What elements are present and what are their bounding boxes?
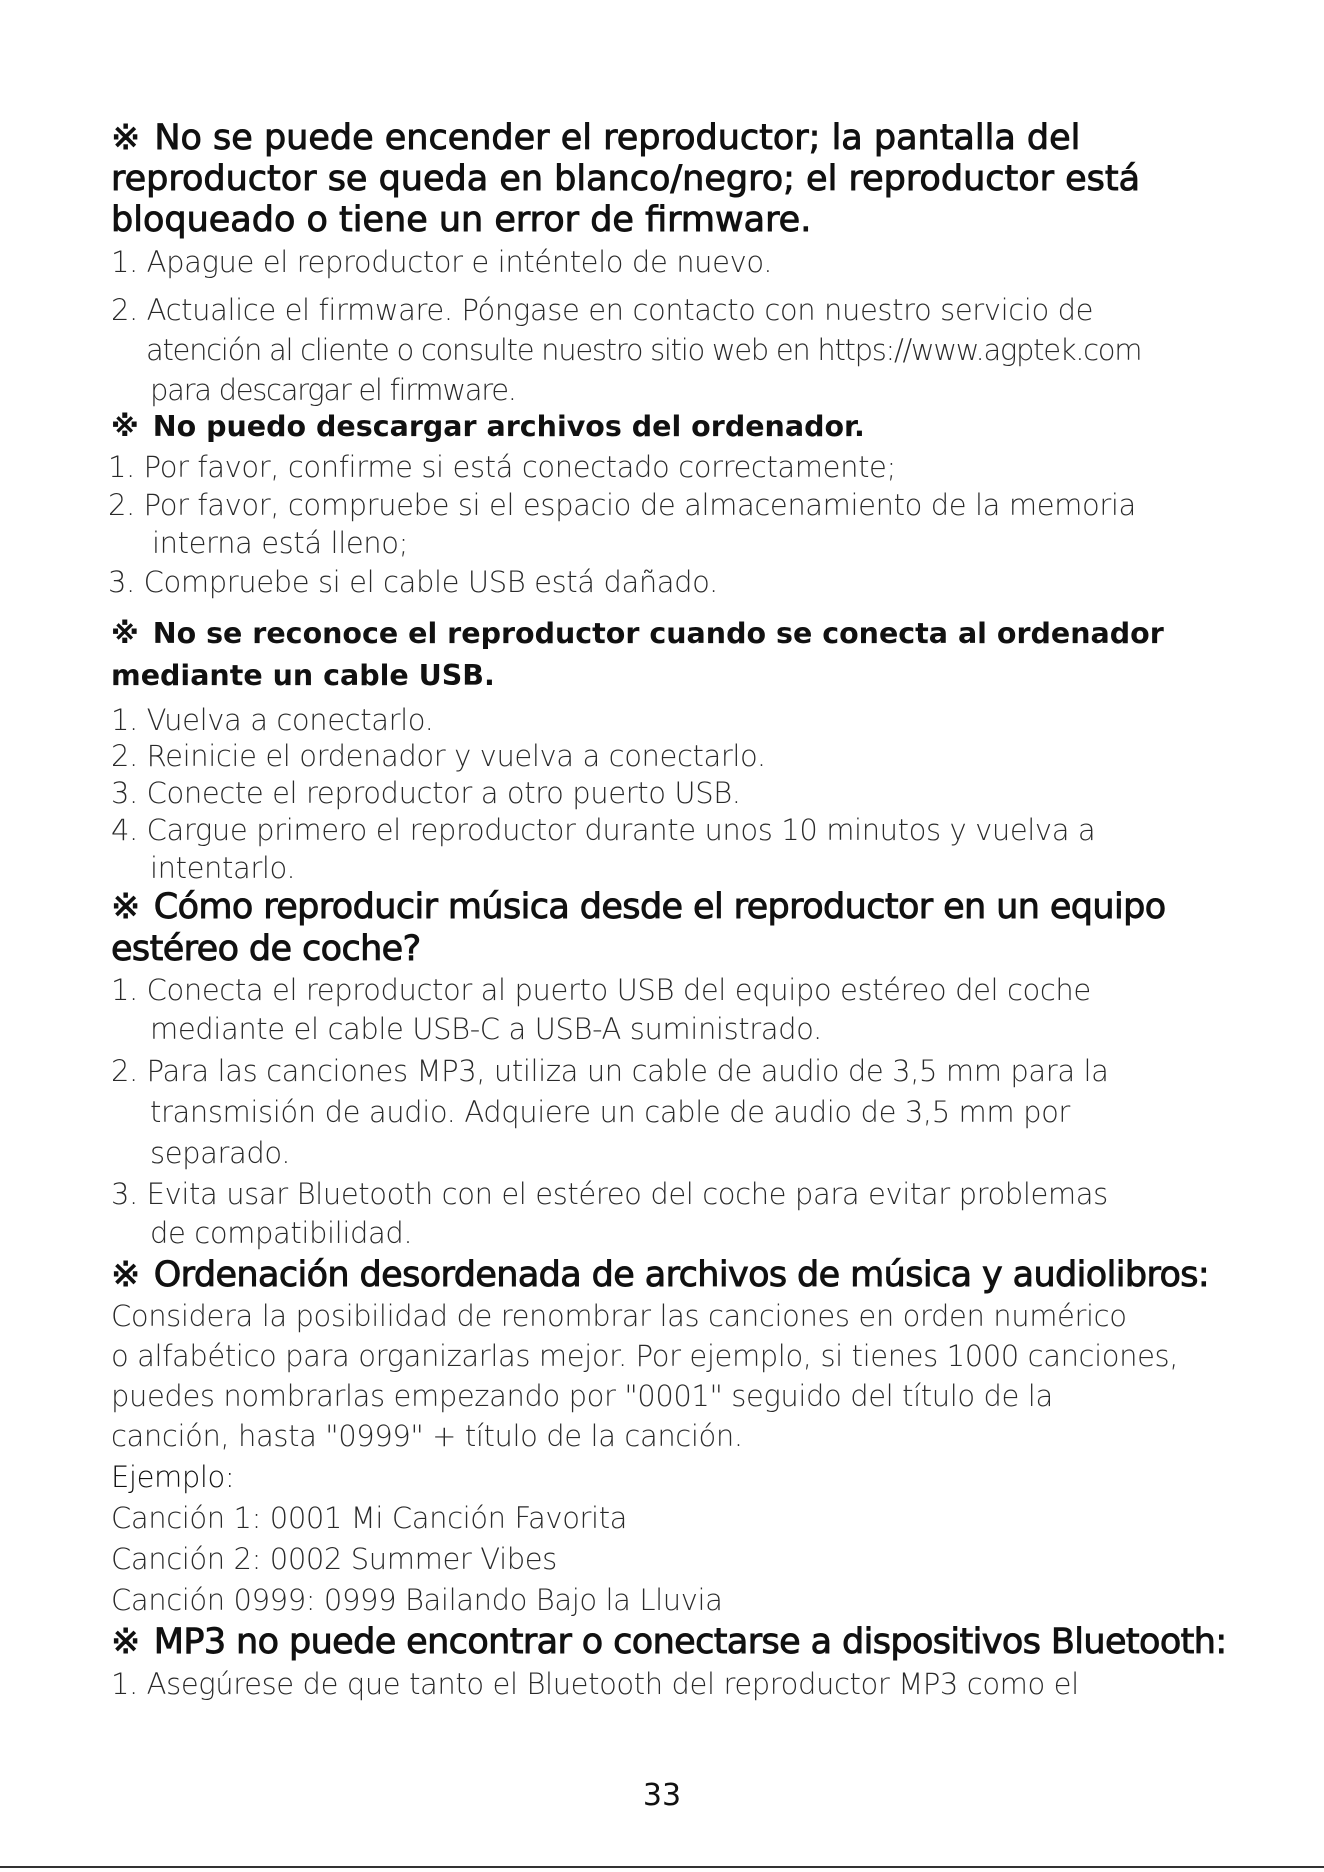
list-item: 2. Para las canciones MP3, utiliza un cable de audio de 3,5 mm para la (111, 1054, 1109, 1088)
list-item-continuation: transmisión de audio. Adquiere un cable de audio de 3,5 mm por (150, 1095, 1070, 1129)
example-line: Canción 2: 0002 Summer Vibes (111, 1542, 557, 1576)
section-heading (111, 1255, 1209, 1296)
section-heading (111, 1622, 1227, 1663)
heading-text: bloqueado o tiene un error de firmware. (111, 200, 812, 240)
bottom-rule (0, 1866, 1324, 1868)
section-heading-continued (111, 200, 811, 241)
list-item: 2. Por favor, compruebe si el espacio de almacenamiento de la memoria (108, 488, 1136, 522)
heading-text: No se reconoce el reproductor cuando se conecta al ordenador (152, 617, 1164, 650)
list-item: 3. Evita usar Bluetooth con el estéreo del coche para evitar problemas (111, 1177, 1108, 1211)
list-item-continuation: intentarlo. (150, 851, 296, 885)
list-item: 3. Conecte el reproductor a otro puerto USB. (111, 776, 741, 810)
heading-text: No se puede encender el reproductor; la pantalla del (154, 118, 1081, 158)
section-heading (111, 612, 1164, 656)
paragraph-line: puedes nombrarlas empezando por "0001" seguido del título de la (111, 1379, 1053, 1413)
section-heading (111, 405, 865, 449)
reference-mark: ※ (111, 887, 140, 927)
reference-mark: ※ (111, 617, 139, 650)
list-item: 4. Cargue primero el reproductor durante unos 10 minutos y vuelva a (111, 813, 1096, 847)
reference-mark: ※ (111, 410, 139, 443)
list-item: 3. Compruebe si el cable USB está dañado. (108, 565, 718, 599)
list-item-continuation: mediante el cable USB-C a USB-A suministrado. (150, 1012, 822, 1046)
reference-mark: ※ (111, 1255, 140, 1295)
list-item-continuation: separado. (150, 1136, 291, 1170)
heading-text: Cómo reproducir música desde el reproductor en un equipo (153, 887, 1166, 927)
section-heading (111, 887, 1166, 928)
list-item: 1. Apague el reproductor e inténtelo de nuevo. (111, 245, 773, 279)
list-item: 1. Vuelva a conectarlo. (111, 703, 434, 737)
heading-text: reproductor se queda en blanco/negro; el reproductor está (111, 159, 1141, 199)
section-heading-continued (111, 159, 1140, 200)
paragraph-line: canción, hasta "0999" + título de la canción. (111, 1419, 743, 1453)
example-label: Ejemplo: (111, 1460, 235, 1494)
heading-text: estéreo de coche? (111, 929, 421, 969)
heading-text: mediante un cable USB. (111, 659, 495, 692)
list-item-continuation: interna está lleno; (152, 526, 408, 560)
list-item: 1. Por favor, confirme si está conectado correctamente; (108, 450, 896, 484)
paragraph-line: o alfabético para organizarlas mejor. Por ejemplo, si tienes 1000 canciones, (111, 1339, 1179, 1373)
list-item: 2. Reinicie el ordenador y vuelva a conectarlo. (111, 739, 766, 773)
list-item: 1. Conecta el reproductor al puerto USB del equipo estéreo del coche (111, 973, 1091, 1007)
list-item-continuation: para descargar el firmware. (150, 373, 516, 407)
example-line: Canción 0999: 0999 Bailando Bajo la Lluvia (111, 1583, 723, 1617)
section-heading-continued (111, 929, 421, 970)
reference-mark: ※ (111, 1622, 140, 1662)
page-number: 33 (642, 1778, 682, 1813)
section-heading-continued (111, 654, 495, 698)
example-line: Canción 1: 0001 Mi Canción Favorita (111, 1501, 628, 1535)
section-heading (111, 118, 1080, 159)
list-item: 2. Actualice el firmware. Póngase en contacto con nuestro servicio de (111, 293, 1094, 327)
heading-text: Ordenación desordenada de archivos de música y audiolibros: (153, 1255, 1210, 1295)
list-item: 1. Asegúrese de que tanto el Bluetooth del reproductor MP3 como el (111, 1667, 1079, 1701)
list-item-continuation: de compatibilidad. (150, 1216, 413, 1250)
heading-text: MP3 no puede encontrar o conectarse a dispositivos Bluetooth: (153, 1622, 1227, 1662)
heading-text: No puedo descargar archivos del ordenador. (152, 410, 865, 443)
paragraph-line: Considera la posibilidad de renombrar las canciones en orden numérico (111, 1299, 1127, 1333)
reference-mark: ※ (111, 118, 141, 158)
list-item-continuation: atención al cliente o consulte nuestro sitio web en https://www.agptek.com (146, 333, 1142, 367)
